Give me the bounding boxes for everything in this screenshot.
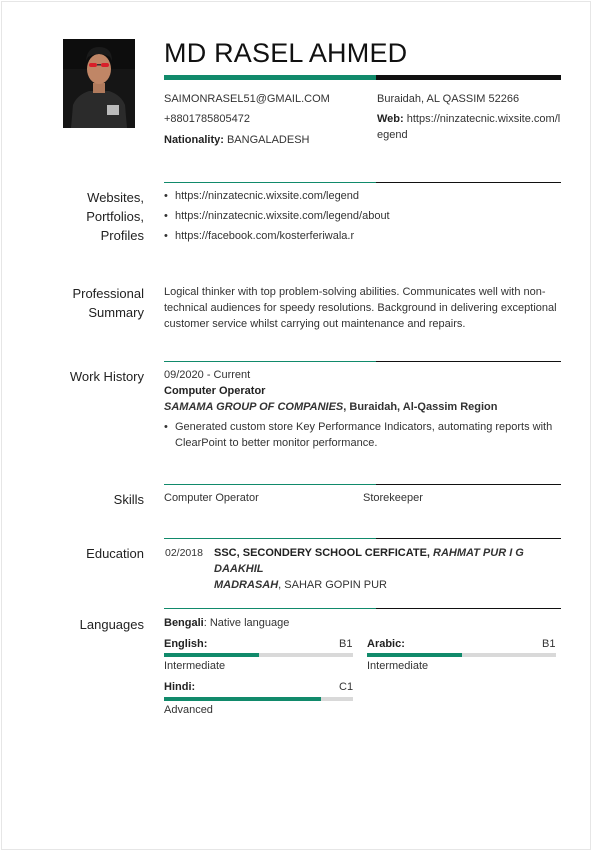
- website-link[interactable]: • https://ninzatecnic.wixsite.com/legend: [164, 188, 390, 204]
- work-company: SAMAMA GROUP OF COMPANIES: [164, 401, 344, 413]
- skill-item: Computer Operator: [164, 492, 259, 504]
- section-divider: [164, 608, 561, 609]
- work-entry: [164, 367, 564, 451]
- skill-item: Storekeeper: [363, 492, 423, 504]
- language-desc: Advanced: [164, 704, 213, 716]
- native-language-name: Bengali: [164, 617, 204, 629]
- section-divider: [164, 538, 561, 539]
- web-label: Web:: [377, 113, 404, 125]
- education-date: 02/2018: [165, 547, 203, 559]
- language-level: B1: [542, 638, 556, 650]
- language-level: C1: [339, 681, 354, 693]
- language-bar: [164, 653, 353, 657]
- section-title-websites: Websites, Portfolios, Profiles: [86, 190, 144, 243]
- profile-photo: [63, 39, 135, 128]
- education-degree: SSC, SECONDERY SCHOOL CERFICATE,: [214, 547, 434, 559]
- header-accent-bar: [164, 75, 376, 80]
- work-role: Computer Operator: [164, 385, 266, 397]
- candidate-name: MD RASEL AHMED: [164, 38, 408, 68]
- resume-page: [1, 1, 591, 850]
- language-name: English:: [164, 638, 208, 650]
- section-title-skills: Skills: [113, 492, 144, 507]
- native-language: [164, 615, 289, 631]
- website[interactable]: [377, 111, 563, 143]
- language-bar: [367, 653, 556, 657]
- section-title-education: Education: [86, 546, 144, 561]
- email[interactable]: SAIMONRASEL51@GMAIL.COM: [164, 93, 330, 105]
- native-language-text: : Native language: [203, 617, 290, 629]
- address: Buraidah, AL QASSIM 52266: [377, 93, 520, 105]
- language-name: Arabic:: [367, 638, 405, 650]
- web-url-line2[interactable]: egend: [377, 129, 408, 141]
- work-location: , Buraidah, Al-Qassim Region: [343, 401, 498, 413]
- work-company-line: [164, 399, 564, 415]
- website-link[interactable]: • https://facebook.com/kosterferiwala.r: [164, 228, 390, 244]
- website-link[interactable]: • https://ninzatecnic.wixsite.com/legend/about: [164, 208, 390, 224]
- education-entry: [214, 545, 564, 593]
- education-school-cont: MADRASAH: [214, 579, 279, 591]
- work-bullet: • Generated custom store Key Performance Indicators, automating reports with ClearPoint to better monitor performance.: [164, 419, 564, 451]
- language-desc: Intermediate: [164, 660, 226, 672]
- section-title-summary: Professional Summary: [72, 286, 144, 320]
- nationality-value: BANGALADESH: [226, 134, 310, 146]
- language-level: B1: [339, 638, 353, 650]
- section-divider: [164, 484, 561, 485]
- work-date: 09/2020 - Current: [164, 369, 251, 381]
- person-portrait-icon: [63, 39, 135, 128]
- header-dark-bar: [376, 75, 561, 80]
- language-desc: Intermediate: [367, 660, 429, 672]
- phone[interactable]: +8801785805472: [164, 113, 250, 125]
- nationality: [164, 132, 310, 148]
- section-title-languages: Languages: [79, 617, 144, 632]
- websites-list: [164, 188, 390, 244]
- language-bar: [164, 697, 353, 701]
- nationality-label: Nationality:: [164, 134, 224, 146]
- section-divider: [164, 361, 561, 362]
- section-divider: [164, 182, 561, 183]
- section-title-work: Work History: [69, 369, 144, 384]
- education-school: RAHMAT PUR I G DAAKHIL: [214, 547, 524, 575]
- language-name: Hindi:: [164, 681, 196, 693]
- education-place: , SAHAR GOPIN PUR: [278, 579, 387, 591]
- web-url-line1[interactable]: https://ninzatecnic.wixsite.com/l: [406, 113, 561, 125]
- summary-text: Logical thinker with top problem-solving abilities. Communicates well with non- technical audiences for speedy resolutions. Background in delivering exceptional customer service whilst carrying out maintenance and repairs.: [164, 286, 557, 330]
